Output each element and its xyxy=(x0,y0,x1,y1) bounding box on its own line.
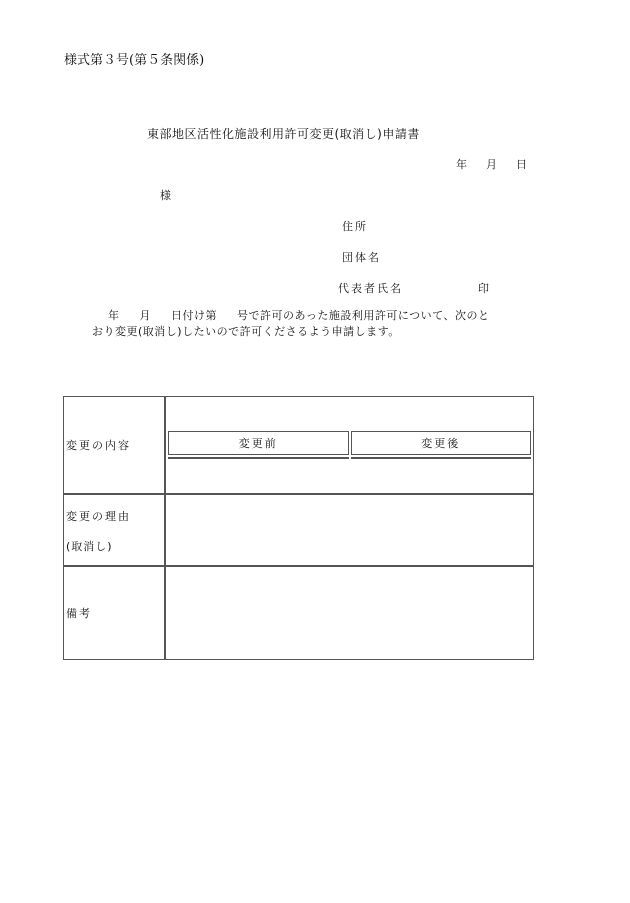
after-header: 変更後 xyxy=(351,431,532,455)
after-input-cell[interactable] xyxy=(351,457,532,459)
date-month: 月 xyxy=(486,158,497,171)
remarks-input-cell[interactable] xyxy=(165,566,534,660)
address-label: 住所 xyxy=(342,220,368,233)
statement-day: 日付け第 xyxy=(171,309,217,322)
representative-label: 代表者氏名 xyxy=(338,282,403,295)
change-form-table xyxy=(63,396,534,660)
statement-line-1 xyxy=(64,308,534,324)
remarks-label: 備考 xyxy=(63,566,165,660)
change-content-cell xyxy=(165,396,534,494)
before-after-table xyxy=(166,429,533,461)
seal-mark: 印 xyxy=(478,282,489,295)
reason-sub-label: (取消し) xyxy=(66,540,113,553)
date-day: 日 xyxy=(516,158,527,171)
reason-label-cell xyxy=(63,494,165,566)
statement-year: 年 xyxy=(108,309,120,322)
organization-label: 団体名 xyxy=(342,251,381,264)
reason-input-cell[interactable] xyxy=(165,494,534,566)
form-number: 様式第３号(第５条関係) xyxy=(64,53,205,68)
document-title: 東部地区活性化施設利用許可変更(取消し)申請書 xyxy=(147,127,420,141)
date-line xyxy=(456,156,527,172)
reason-label: 変更の理由 xyxy=(66,510,131,523)
change-content-label: 変更の内容 xyxy=(63,396,165,494)
statement-rest: 号で許可のあった施設利用許可について、次のと xyxy=(237,309,490,322)
before-input-cell[interactable] xyxy=(168,457,349,459)
statement-month: 月 xyxy=(139,309,151,322)
addressee: 様 xyxy=(160,189,171,202)
before-header: 変更前 xyxy=(168,431,349,455)
application-statement xyxy=(64,308,534,340)
date-year: 年 xyxy=(456,158,467,171)
statement-line-2: おり変更(取消し)したいので許可くださるよう申請します。 xyxy=(92,325,400,338)
